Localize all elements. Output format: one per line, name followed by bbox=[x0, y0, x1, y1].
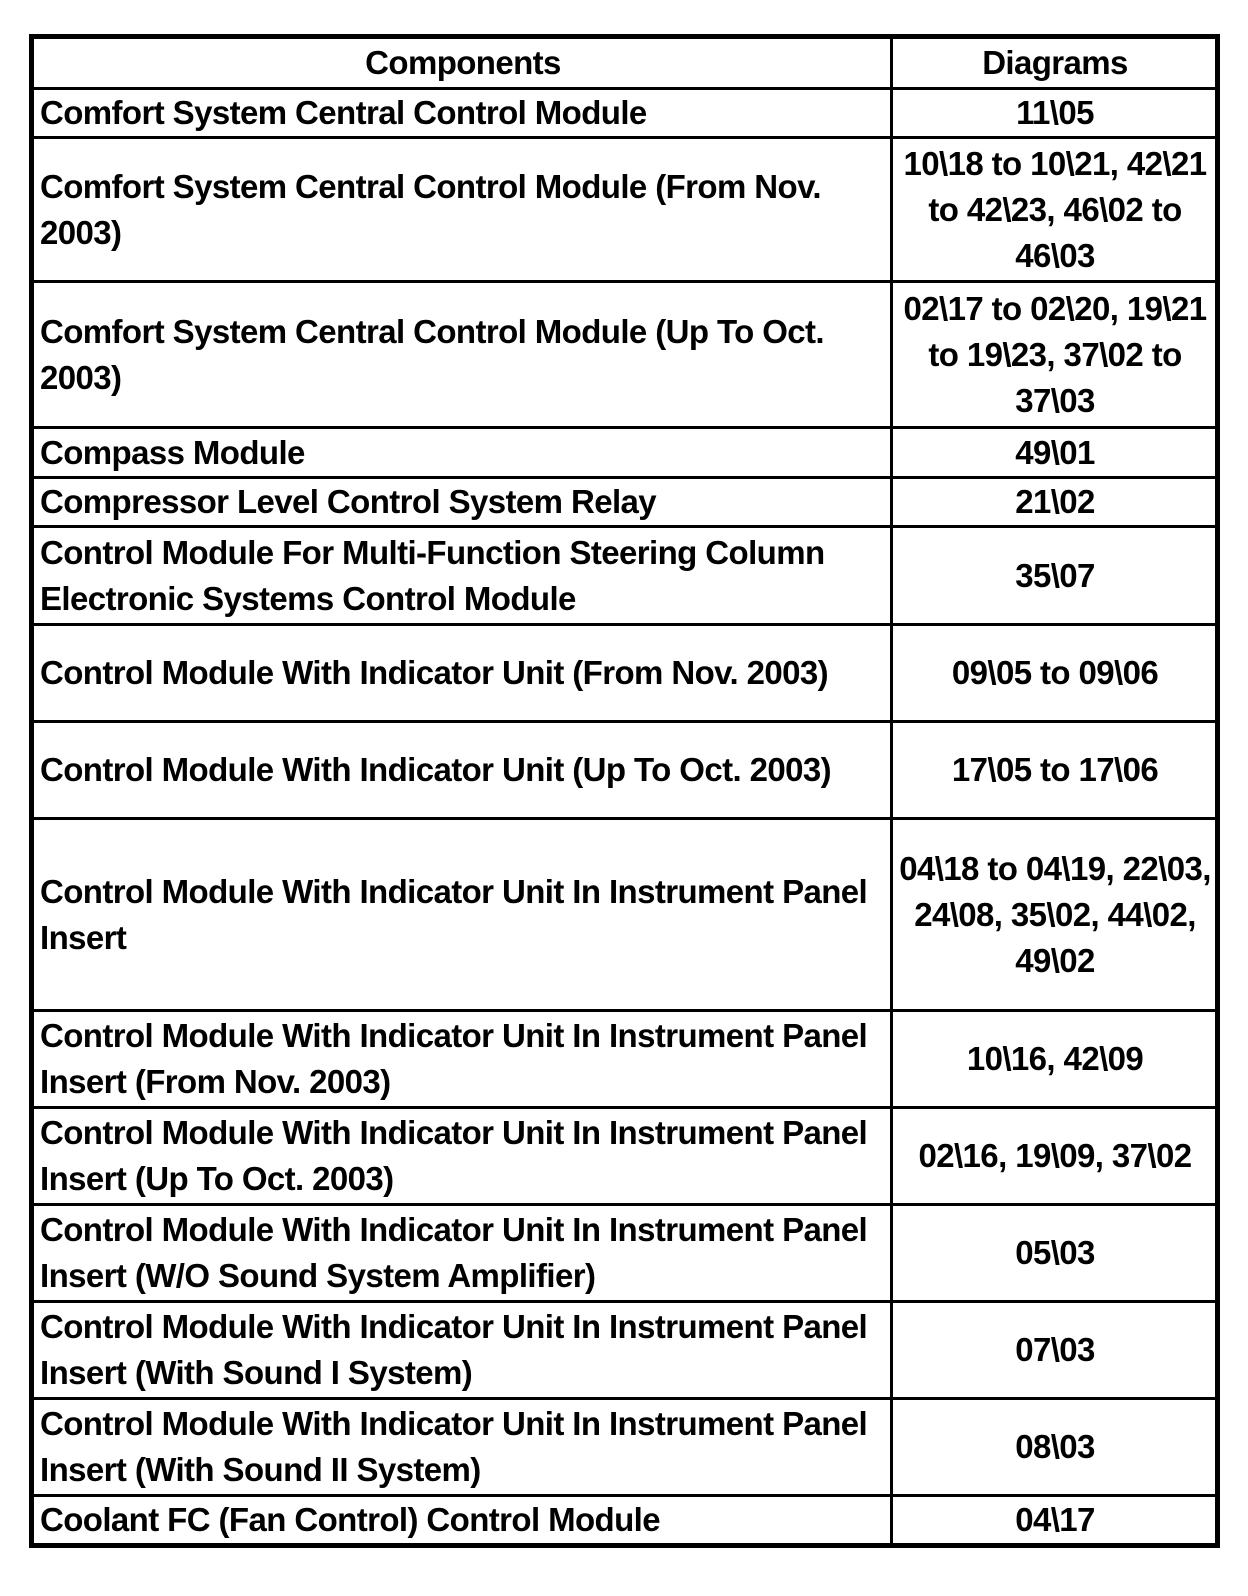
component-cell: Control Module With Indicator Unit (From Nov. 2003) bbox=[32, 625, 892, 722]
table-row bbox=[32, 1496, 1218, 1546]
component-cell: Control Module With Indicator Unit In Instrument Panel Insert (Up To Oct. 2003) bbox=[32, 1108, 892, 1205]
diagrams-cell: 04\17 bbox=[892, 1496, 1218, 1546]
diagrams-header: Diagrams bbox=[892, 37, 1218, 89]
component-cell: Coolant FC (Fan Control) Control Module bbox=[32, 1496, 892, 1546]
diagrams-cell: 11\05 bbox=[892, 89, 1218, 138]
component-cell: Control Module With Indicator Unit In Instrument Panel Insert (From Nov. 2003) bbox=[32, 1011, 892, 1108]
diagrams-cell: 08\03 bbox=[892, 1399, 1218, 1496]
diagrams-cell: 21\02 bbox=[892, 478, 1218, 527]
table-row bbox=[32, 282, 1218, 428]
components-table bbox=[29, 34, 1220, 1548]
components-header: Components bbox=[32, 37, 892, 89]
diagrams-cell: 09\05 to 09\06 bbox=[892, 625, 1218, 722]
component-cell: Compressor Level Control System Relay bbox=[32, 478, 892, 527]
diagrams-cell: 10\16, 42\09 bbox=[892, 1011, 1218, 1108]
component-cell: Comfort System Central Control Module (From Nov. 2003) bbox=[32, 138, 892, 282]
table-row bbox=[32, 138, 1218, 282]
table-row bbox=[32, 819, 1218, 1011]
table-row bbox=[32, 1205, 1218, 1302]
component-cell: Control Module With Indicator Unit In Instrument Panel Insert (With Sound I System) bbox=[32, 1302, 892, 1399]
component-cell: Control Module For Multi-Function Steering Column Electronic Systems Control Module bbox=[32, 527, 892, 625]
component-cell: Control Module With Indicator Unit In Instrument Panel Insert (W/O Sound System Amplifier) bbox=[32, 1205, 892, 1302]
diagrams-cell: 02\17 to 02\20, 19\21 to 19\23, 37\02 to 37\03 bbox=[892, 282, 1218, 428]
table-row bbox=[32, 527, 1218, 625]
table-row bbox=[32, 1399, 1218, 1496]
component-cell: Compass Module bbox=[32, 428, 892, 478]
component-cell: Control Module With Indicator Unit In Instrument Panel Insert bbox=[32, 819, 892, 1011]
diagrams-cell: 35\07 bbox=[892, 527, 1218, 625]
table-row bbox=[32, 428, 1218, 478]
table-row bbox=[32, 478, 1218, 527]
table-row bbox=[32, 722, 1218, 819]
diagrams-cell: 05\03 bbox=[892, 1205, 1218, 1302]
component-cell: Comfort System Central Control Module bbox=[32, 89, 892, 138]
diagrams-cell: 17\05 to 17\06 bbox=[892, 722, 1218, 819]
table-row bbox=[32, 625, 1218, 722]
diagrams-cell: 10\18 to 10\21, 42\21 to 42\23, 46\02 to 46\03 bbox=[892, 138, 1218, 282]
diagrams-cell: 07\03 bbox=[892, 1302, 1218, 1399]
diagrams-cell: 49\01 bbox=[892, 428, 1218, 478]
component-cell: Comfort System Central Control Module (Up To Oct. 2003) bbox=[32, 282, 892, 428]
table-row bbox=[32, 89, 1218, 138]
header-row bbox=[32, 37, 1218, 89]
table-row bbox=[32, 1011, 1218, 1108]
component-cell: Control Module With Indicator Unit In Instrument Panel Insert (With Sound II System) bbox=[32, 1399, 892, 1496]
diagrams-cell: 02\16, 19\09, 37\02 bbox=[892, 1108, 1218, 1205]
component-cell: Control Module With Indicator Unit (Up To Oct. 2003) bbox=[32, 722, 892, 819]
diagrams-cell: 04\18 to 04\19, 22\03, 24\08, 35\02, 44\02, 49\02 bbox=[892, 819, 1218, 1011]
table-row bbox=[32, 1302, 1218, 1399]
table-row bbox=[32, 1108, 1218, 1205]
